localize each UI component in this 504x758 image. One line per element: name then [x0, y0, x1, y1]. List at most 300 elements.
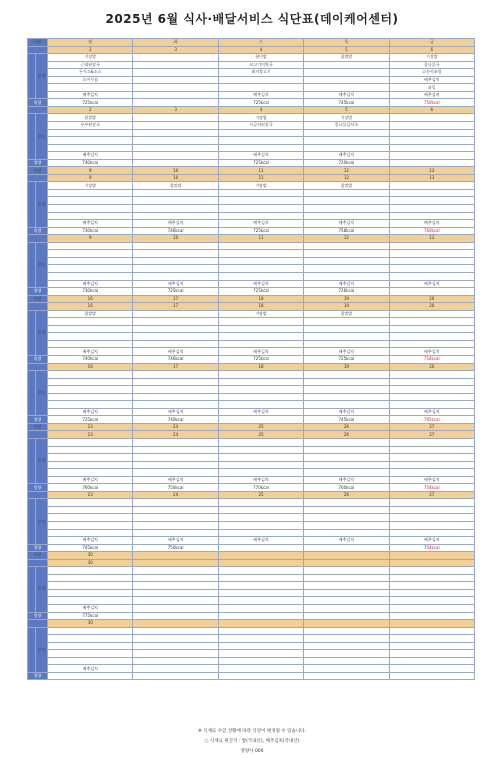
menu-item [48, 514, 133, 522]
side-bar [28, 438, 36, 483]
date-cell: 23 [48, 431, 133, 439]
menu-item: 배추김치 [304, 348, 389, 356]
date-cell: 2 [48, 106, 133, 114]
menu-item [304, 529, 389, 537]
kcal-label: 열량 [28, 159, 48, 167]
day-header: 23 [48, 423, 133, 431]
menu-item [48, 197, 133, 205]
menu-item [304, 401, 389, 409]
menu-item [48, 137, 133, 145]
menu-item [133, 461, 218, 469]
meal-label: 중식 [36, 54, 48, 99]
day-header: 11 [218, 167, 303, 175]
menu-item: 배추김치 [304, 152, 389, 160]
side-bar [28, 627, 36, 672]
menu-item: 배추김치 [133, 408, 218, 416]
menu-item: 배추김치 [389, 476, 474, 484]
menu-item [48, 627, 133, 635]
menu-item: 배추김치 [389, 220, 474, 228]
menu-item [304, 657, 389, 665]
menu-item [133, 522, 218, 530]
menu-item [304, 137, 389, 145]
day-header: 월 [48, 39, 133, 47]
section-header: 구분 [28, 295, 48, 303]
kcal-label: 열량 [28, 99, 48, 107]
menu-item [133, 567, 218, 575]
menu-item [218, 605, 303, 613]
menu-item [304, 250, 389, 258]
date-row-label [28, 235, 48, 243]
menu-item: 배추김치 [48, 537, 133, 545]
menu-item [218, 635, 303, 643]
date-cell: 25 [218, 491, 303, 499]
menu-item [48, 499, 133, 507]
menu-item: 배추김치 [304, 91, 389, 99]
menu-item: 기장밥 [48, 182, 133, 190]
kcal-cell: 746kcal [133, 355, 218, 363]
menu-item [389, 114, 474, 122]
menu-item [133, 91, 218, 99]
menu-item [389, 333, 474, 341]
menu-item [133, 635, 218, 643]
menu-item: 배추김치 [133, 476, 218, 484]
kcal-cell: 720kcal [304, 159, 389, 167]
menu-item [389, 272, 474, 280]
kcal-cell: 750kcal [133, 484, 218, 492]
menu-item [389, 197, 474, 205]
menu-item: 기장밥 [48, 54, 133, 62]
menu-item [48, 650, 133, 658]
menu-item [218, 250, 303, 258]
menu-item [48, 438, 133, 446]
date-cell: 12 [304, 235, 389, 243]
menu-item [304, 461, 389, 469]
day-header: 10 [133, 167, 218, 175]
menu-item [218, 665, 303, 673]
menu-item [389, 152, 474, 160]
menu-item [133, 265, 218, 273]
menu-item: 배추김치 [304, 280, 389, 288]
menu-item [48, 84, 133, 92]
menu-item [218, 529, 303, 537]
menu-item [133, 250, 218, 258]
menu-item: 배추김치 [389, 91, 474, 99]
menu-item [218, 506, 303, 514]
menu-item: 돼지불고기 [218, 69, 303, 77]
menu-item [133, 84, 218, 92]
menu-item [218, 446, 303, 454]
menu-item [133, 665, 218, 673]
menu-item: 배추김치 [389, 280, 474, 288]
kcal-cell: 760kcal [389, 227, 474, 235]
menu-item [133, 310, 218, 318]
menu-item: 기장밥 [389, 54, 474, 62]
date-cell: 10 [133, 235, 218, 243]
menu-item [389, 129, 474, 137]
menu-item [48, 257, 133, 265]
meal-label: 중식 [36, 242, 48, 287]
date-cell: 30 [48, 559, 133, 567]
menu-item: 배추김치 [48, 280, 133, 288]
menu-item [389, 378, 474, 386]
date-cell: 11 [218, 235, 303, 243]
menu-item [389, 265, 474, 273]
menu-item [218, 340, 303, 348]
menu-item [389, 522, 474, 530]
menu-item [48, 129, 133, 137]
menu-item [218, 401, 303, 409]
menu-item [389, 438, 474, 446]
kcal-label: 열량 [28, 288, 48, 296]
menu-item [133, 212, 218, 220]
menu-item [389, 529, 474, 537]
menu-item: 배추김치 [218, 408, 303, 416]
menu-item [133, 393, 218, 401]
menu-item [218, 574, 303, 582]
menu-item [133, 76, 218, 84]
menu-item [48, 318, 133, 326]
menu-item [218, 333, 303, 341]
date-cell: 20 [389, 303, 474, 311]
menu-item [218, 650, 303, 658]
menu-item [133, 499, 218, 507]
side-bar [28, 567, 36, 612]
menu-item [133, 605, 218, 613]
day-header: 16 [48, 295, 133, 303]
kcal-cell [304, 544, 389, 552]
day-header: 20 [389, 295, 474, 303]
menu-item [389, 506, 474, 514]
menu-item [218, 514, 303, 522]
kcal-cell: 725kcal [218, 355, 303, 363]
menu-item [389, 401, 474, 409]
day-header: 19 [304, 295, 389, 303]
menu-item [48, 574, 133, 582]
menu-item [389, 386, 474, 394]
menu-item [389, 325, 474, 333]
menu-item: 기장밥 [218, 310, 303, 318]
menu-item [48, 589, 133, 597]
side-bar [28, 242, 36, 287]
menu-item [218, 325, 303, 333]
day-header: 화 [133, 39, 218, 47]
menu-item: 배추김치 [133, 348, 218, 356]
menu-item [133, 242, 218, 250]
menu-item [218, 265, 303, 273]
page-title: 2025년 6월 식사·배달서비스 식단표(데이케어센터) [105, 12, 399, 26]
menu-item: 배추김치 [48, 348, 133, 356]
menu-item [133, 333, 218, 341]
kcal-label: 열량 [28, 416, 48, 424]
menu-item [389, 574, 474, 582]
menu-item: 기장밥 [304, 114, 389, 122]
menu-item [304, 371, 389, 379]
menu-item [304, 378, 389, 386]
menu-item [304, 189, 389, 197]
menu-item [48, 272, 133, 280]
kcal-cell: 765kcal [389, 416, 474, 424]
section-header: 구분 [28, 39, 48, 47]
menu-item [304, 650, 389, 658]
menu-item [218, 371, 303, 379]
day-header: 17 [133, 295, 218, 303]
menu-item [48, 333, 133, 341]
date-cell: 3 [133, 46, 218, 54]
menu-item [133, 438, 218, 446]
date-cell [389, 620, 474, 628]
menu-item [218, 657, 303, 665]
footer-origin: ○ 식재료 원산지 : 쌀(국내산), 배추김치(국내산) [204, 739, 300, 744]
menu-item [48, 567, 133, 575]
meal-label: 중식 [36, 567, 48, 612]
menu-item [48, 582, 133, 590]
menu-item [133, 129, 218, 137]
menu-item: 배추김치 [48, 220, 133, 228]
date-cell: 27 [389, 491, 474, 499]
day-header: 목 [304, 39, 389, 47]
menu-item [218, 318, 303, 326]
date-row-label [28, 363, 48, 371]
date-cell: 2 [48, 46, 133, 54]
menu-item [48, 529, 133, 537]
menu-item [304, 446, 389, 454]
date-cell: 18 [218, 363, 303, 371]
menu-item [389, 514, 474, 522]
menu-item: 배추김치 [218, 280, 303, 288]
menu-item: 고등어조림 [389, 69, 474, 77]
meal-label: 중식 [36, 627, 48, 672]
menu-item [304, 333, 389, 341]
kcal-cell: 730kcal [48, 288, 133, 296]
menu-item [133, 657, 218, 665]
date-cell: 3 [133, 106, 218, 114]
date-row-label [28, 46, 48, 54]
menu-item: 배추김치 [48, 152, 133, 160]
meal-label: 중식 [36, 438, 48, 483]
menu-item [304, 212, 389, 220]
date-row-label [28, 106, 48, 114]
date-row-label [28, 559, 48, 567]
kcal-cell: 725kcal [218, 227, 303, 235]
menu-item [218, 257, 303, 265]
date-cell: 18 [218, 303, 303, 311]
menu-item [48, 189, 133, 197]
menu-item [389, 393, 474, 401]
menu-item [218, 189, 303, 197]
menu-item: 배추김치 [133, 220, 218, 228]
meal-label: 중식 [36, 499, 48, 544]
kcal-cell [218, 612, 303, 620]
menu-item [133, 144, 218, 152]
menu-item [389, 318, 474, 326]
kcal-cell: 754kcal [389, 544, 474, 552]
menu-item [218, 642, 303, 650]
date-cell [218, 620, 303, 628]
kcal-cell [48, 672, 133, 680]
menu-item: 배추김치 [218, 537, 303, 545]
menu-item [133, 401, 218, 409]
kcal-cell [389, 159, 474, 167]
menu-item [304, 242, 389, 250]
menu-item: 배추김치 [48, 476, 133, 484]
menu-item [218, 212, 303, 220]
meal-label: 중식 [36, 114, 48, 159]
menu-item [389, 371, 474, 379]
menu-item [304, 325, 389, 333]
kcal-cell [304, 612, 389, 620]
menu-item: 배추김치 [304, 220, 389, 228]
date-cell: 12 [304, 174, 389, 182]
kcal-cell: 760kcal [304, 484, 389, 492]
date-cell [133, 620, 218, 628]
kcal-cell: 750kcal [133, 544, 218, 552]
menu-item [133, 627, 218, 635]
menu-item [389, 499, 474, 507]
menu-item: 배추김치 [304, 476, 389, 484]
menu-item: 현미밥 [218, 54, 303, 62]
menu-item [48, 371, 133, 379]
menu-item [304, 84, 389, 92]
date-cell: 19 [304, 303, 389, 311]
menu-item: 찹쌀밥 [48, 310, 133, 318]
menu-item: 배추김치 [218, 91, 303, 99]
meal-label: 중식 [36, 310, 48, 355]
date-cell: 24 [133, 491, 218, 499]
menu-item [133, 205, 218, 213]
side-bar [28, 54, 36, 99]
menu-item [48, 265, 133, 273]
menu-item [304, 522, 389, 530]
menu-item [304, 574, 389, 582]
menu-item [218, 205, 303, 213]
menu-item [48, 242, 133, 250]
date-row-label [28, 431, 48, 439]
menu-item [304, 265, 389, 273]
kcal-cell: 740kcal [48, 159, 133, 167]
menu-item [48, 393, 133, 401]
date-cell [389, 559, 474, 567]
menu-item: 배추김치 [304, 537, 389, 545]
date-cell: 11 [218, 174, 303, 182]
menu-item [304, 393, 389, 401]
kcal-cell: 725kcal [48, 416, 133, 424]
side-bar [28, 499, 36, 544]
menu-item [48, 642, 133, 650]
menu-item [304, 69, 389, 77]
menu-item: 찹쌀밥 [133, 182, 218, 190]
menu-item [304, 197, 389, 205]
menu-item: 과일 [389, 84, 474, 92]
date-cell: 17 [133, 303, 218, 311]
kcal-cell: 740kcal [48, 355, 133, 363]
menu-item [133, 197, 218, 205]
kcal-cell [218, 672, 303, 680]
menu-item: 배추김치 [218, 220, 303, 228]
day-header [304, 552, 389, 560]
day-header: 24 [133, 423, 218, 431]
menu-item: 쇠고기미역국 [218, 61, 303, 69]
menu-item [133, 137, 218, 145]
menu-item: 배추김치 [48, 408, 133, 416]
menu-item [389, 665, 474, 673]
menu-item [133, 69, 218, 77]
date-cell: 5 [304, 106, 389, 114]
menu-item [133, 454, 218, 462]
kcal-cell: 725kcal [218, 99, 303, 107]
kcal-label: 열량 [28, 672, 48, 680]
menu-item [304, 642, 389, 650]
menu-item [304, 386, 389, 394]
kcal-cell: 760kcal [48, 484, 133, 492]
menu-item [218, 597, 303, 605]
menu-item: 찹쌀밥 [48, 114, 133, 122]
menu-item: 두부된장국 [48, 122, 133, 130]
kcal-cell: 725kcal [218, 159, 303, 167]
menu-item [304, 597, 389, 605]
meal-label: 중식 [36, 182, 48, 227]
menu-item [304, 582, 389, 590]
day-header: 27 [389, 423, 474, 431]
menu-item [218, 137, 303, 145]
side-bar [28, 114, 36, 159]
kcal-cell [218, 416, 303, 424]
date-row-label [28, 174, 48, 182]
menu-item [389, 627, 474, 635]
side-bar [28, 310, 36, 355]
date-cell [218, 559, 303, 567]
menu-item [48, 506, 133, 514]
menu-item: 오이무침 [48, 76, 133, 84]
menu-item [304, 61, 389, 69]
menu-item [389, 650, 474, 658]
menu-item [48, 386, 133, 394]
menu-item [48, 454, 133, 462]
menu-item [48, 469, 133, 477]
menu-item: 배추김치 [389, 348, 474, 356]
kcal-cell [133, 612, 218, 620]
kcal-cell: 725kcal [133, 288, 218, 296]
menu-item: 시금치된장국 [218, 122, 303, 130]
menu-item [304, 129, 389, 137]
menu-item [218, 461, 303, 469]
kcal-cell: 775kcal [48, 612, 133, 620]
date-cell: 10 [133, 174, 218, 182]
menu-item [218, 454, 303, 462]
menu-item [304, 438, 389, 446]
menu-item [218, 386, 303, 394]
menu-item [389, 567, 474, 575]
menu-item [389, 589, 474, 597]
menu-item [218, 393, 303, 401]
menu-item [304, 567, 389, 575]
menu-item: 배추김치 [48, 605, 133, 613]
kcal-cell: 725kcal [304, 355, 389, 363]
date-cell: 4 [218, 46, 303, 54]
menu-item [304, 665, 389, 673]
day-header: 13 [389, 167, 474, 175]
menu-item [133, 642, 218, 650]
menu-item [304, 205, 389, 213]
menu-item [48, 212, 133, 220]
side-bar [28, 371, 36, 416]
menu-item [304, 627, 389, 635]
menu-item: 배추김치 [218, 476, 303, 484]
menu-item [218, 378, 303, 386]
day-header [218, 552, 303, 560]
menu-item [48, 378, 133, 386]
menu-item: 찹쌀밥 [304, 310, 389, 318]
day-header: 9 [48, 167, 133, 175]
